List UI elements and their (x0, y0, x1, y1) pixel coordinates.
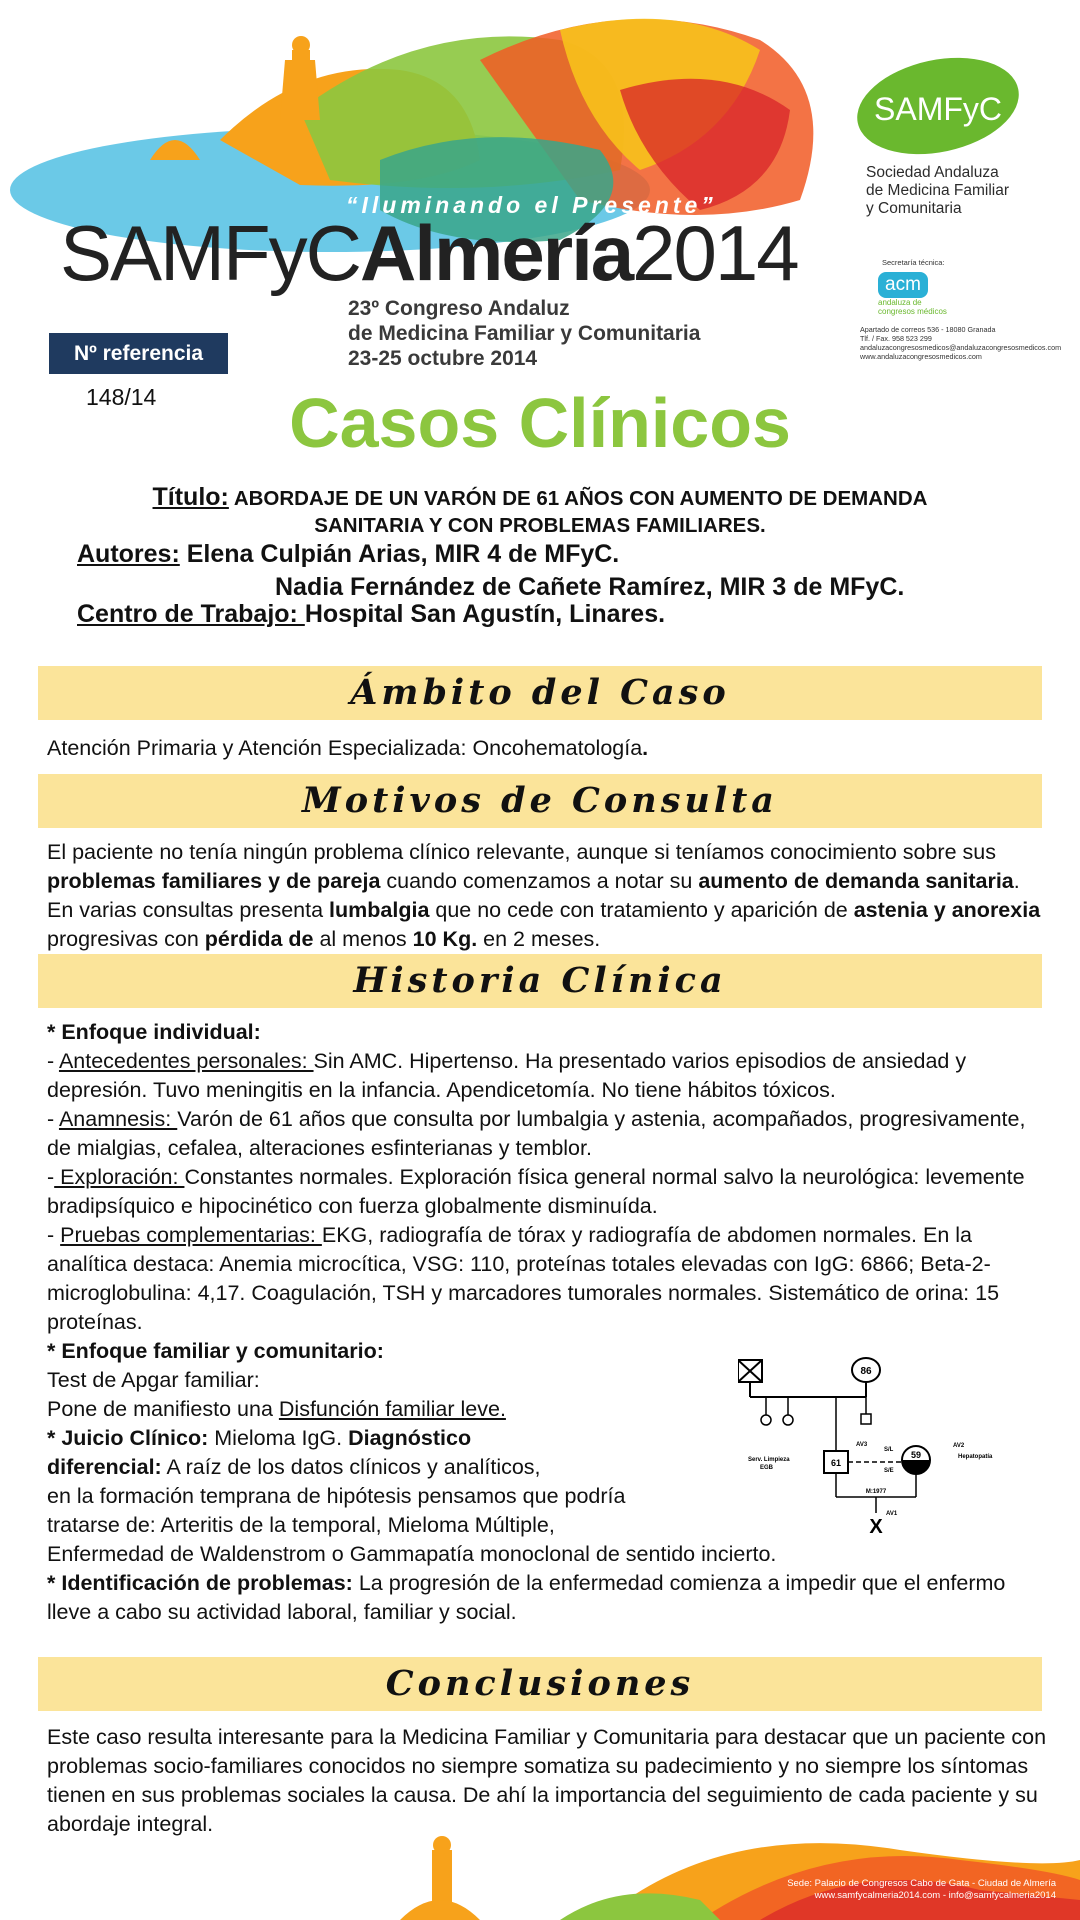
footer-illustration (0, 1830, 1080, 1920)
sibling-1-symbol (761, 1415, 771, 1425)
svg-text:EGB: EGB (760, 1465, 774, 1471)
section-header-motivos: Motivos de Consulta (38, 774, 1042, 828)
section-header-conclusiones: Conclusiones (38, 1657, 1042, 1711)
sibling-2-symbol (783, 1415, 793, 1425)
child-deceased-mark: X (869, 1516, 883, 1538)
svg-text:Hepatopatía: Hepatopatía (958, 1454, 993, 1460)
author-2: Nadia Fernández de Cañete Ramírez, MIR 3 de MFyC. (275, 573, 905, 601)
conclusiones-text: Este caso resulta interesante para la Medicina Familiar y Comunitaria para destacar que un paciente con problemas socio-familiares conocidos no siempre somatiza su padecimiento y no siempre los síntomas tienen en sus problemas sociales la causa. De ahí la importancia del seguimiento de cada paciente y su abordaje integral. (47, 1725, 1047, 1836)
reference-label: Nº referencia (49, 333, 228, 374)
samfyc-logo (852, 54, 1024, 164)
svg-text:AV1: AV1 (886, 1511, 898, 1517)
svg-text:Serv. Limpieza: Serv. Limpieza (748, 1457, 790, 1463)
historia-text: * Enfoque individual: - Antecedentes personales: Sin AMC. Hipertenso. Ha presentado varios episodios de ansiedad y depresión. Tuvo meningitis en la infancia. Apendicetomía. No tiene hábitos tóxicos. - Anamnesis: Varón de 61 años que consulta por lumbalgia y astenia, acompañados, progresivamente, de mialgias, cefalea, alteraciones esfinterianas y temblor. - Exploración: Constantes normales. Exploración física general normal salvo la neurológica: levemente bradipsíquico e hipocinético con fuerza globalmente disminuída. - Pruebas complementarias: EKG, radiografía de tórax y radiografía de abdomen normales. En la analítica destaca: Anemia microcítica, VSG: 110, proteínas totales elevadas con IgG: 6866; Beta-2-microglobulina: 4,17. Coagulación, TSH y marcadores tumorales normales. Sistemático de orina: 15 proteínas. * Enfoque familiar y comunitario: Test de Apgar familiar: Pone de manifiesto una Disfunción familiar leve. * Juicio Clínico: Mieloma IgG. Diagnóstico diferencial: A raíz de los datos clínicos y analíticos, en la formación temprana de hipótesis pensamos que podría tratarse de: Arteritis de la temporal, Mieloma Múltiple, Enfermedad de Waldenstrom o Gammapatía monoclonal de sentido incierto. * Identificación de problemas: La progresión de la enfermedad comienza a impedir que el enfermo lleve a cabo su actividad laboral, familiar y social. (47, 1020, 1026, 1624)
motivos-text: El paciente no tenía ningún problema clínico relevante, aunque si teníamos conocimiento sobre sus problemas familiares y de pareja cuando comenzamos a notar su aumento de demanda sanitaria. En varias consultas presenta lumbalgia que no cede con tratamiento y aparición de astenia y anorexia progresivas con pérdida de al menos 10 Kg. en 2 meses. (47, 840, 1041, 951)
logo-text: SAMFyC (874, 91, 1002, 127)
footer-venue: Sede: Palacio de Congresos Cabo de Gata - Ciudad de Almería www.samfycalmeria2014.com - info@samfycalmeria2014 (787, 1878, 1056, 1901)
svg-text:61: 61 (830, 1458, 842, 1468)
svg-text:59: 59 (910, 1450, 922, 1460)
reference-number: 148/14 (86, 384, 157, 410)
event-brand: SAMFyCAlmería2014 (60, 209, 798, 297)
section-header-historia: Historia Clínica (38, 954, 1042, 1008)
technical-secretariat: Secretaría técnica: (882, 258, 945, 267)
section-header-ambito: Ámbito del Caso (38, 666, 1042, 720)
acm-logo: acm andaluza de congresos médicos (878, 274, 947, 316)
authors: Autores: Elena Culpián Arias, MIR 4 de MFyC. (77, 540, 620, 568)
svg-text:S/E: S/E (884, 1468, 894, 1474)
svg-text:AV2: AV2 (953, 1443, 965, 1449)
event-motto: “Iluminando el Presente” (346, 192, 717, 218)
workplace: Centro de Trabajo: Hospital San Agustín, Linares. (77, 600, 666, 628)
society-name: Sociedad Andaluza de Medicina Familiar y Comunitaria (866, 164, 1009, 217)
technical-contact: Apartado de correos 536 - 18080 Granada Tlf. / Fax. 958 523 299 andaluzacongresosmedicos@andaluzacongresosmedicos.com www.andaluzacongresosmedicos.com (860, 325, 1062, 361)
page-title: Casos Clínicos (289, 384, 791, 462)
svg-text:M:1977: M:1977 (865, 1489, 887, 1495)
sibling-3-symbol (861, 1414, 871, 1424)
svg-text:S/L: S/L (884, 1447, 894, 1453)
genogram-diagram (738, 1355, 1023, 1545)
congress-info: 23º Congreso Andaluz de Medicina Familiar y Comunitaria 23-25 octubre 2014 (348, 297, 701, 370)
ambito-text: Atención Primaria y Atención Especializada: Oncohematología. (47, 736, 649, 760)
svg-text:AV3: AV3 (856, 1442, 868, 1448)
svg-text:86: 86 (860, 1366, 872, 1377)
case-title: Título: ABORDAJE DE UN VARÓN DE 61 AÑOS CON AUMENTO DE DEMANDA SANITARIA Y CON PROBLEMAS FAMILIARES. (152, 483, 928, 537)
